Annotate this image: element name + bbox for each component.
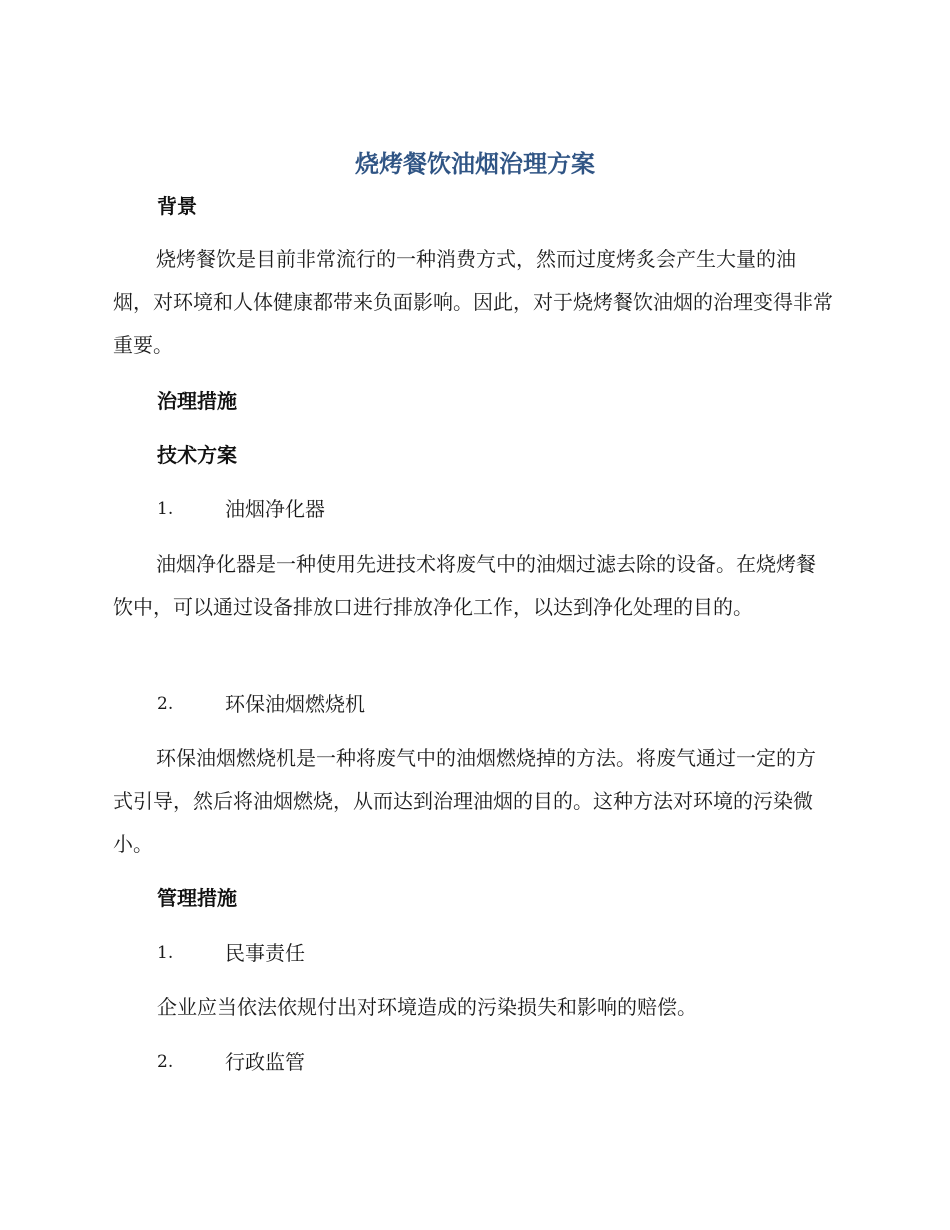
list-label: 油烟净化器 — [225, 497, 325, 521]
paragraph-tech-1: 油烟净化器是一种使用先进技术将废气中的油烟过滤去除的设备。在烧烤餐饮中，可以通过设备排放口进行排放净化工作，以达到净化处理的目的。 — [113, 552, 816, 619]
list-label: 民事责任 — [225, 941, 305, 965]
heading-background: 背景 — [157, 194, 197, 218]
paragraph-tech-2: 环保油烟燃烧机是一种将废气中的油烟燃烧掉的方法。将废气通过一定的方式引导，然后将油烟燃烧，从而达到治理油烟的目的。这种方法对环境的污染微小。 — [113, 746, 816, 856]
list-label: 行政监管 — [225, 1050, 305, 1074]
list-number: 2. — [157, 694, 174, 714]
paragraph-background: 烧烤餐饮是目前非常流行的一种消费方式，然而过度烤炙会产生大量的油烟，对环境和人体健康都带来负面影响。因此，对于烧烤餐饮油烟的治理变得非常重要。 — [113, 247, 833, 357]
list-label: 环保油烟燃烧机 — [225, 692, 365, 716]
list-number: 1. — [157, 499, 174, 519]
list-number: 2. — [157, 1052, 174, 1072]
heading-tech: 技术方案 — [157, 443, 237, 467]
heading-measures: 治理措施 — [157, 389, 237, 413]
paragraph-mgmt-1: 企业应当依法依规付出对环境造成的污染损失和影响的赔偿。 — [157, 995, 697, 1019]
heading-mgmt: 管理措施 — [157, 886, 237, 910]
list-number: 1. — [157, 943, 174, 963]
document-title: 烧烤餐饮油烟治理方案 — [355, 150, 595, 178]
